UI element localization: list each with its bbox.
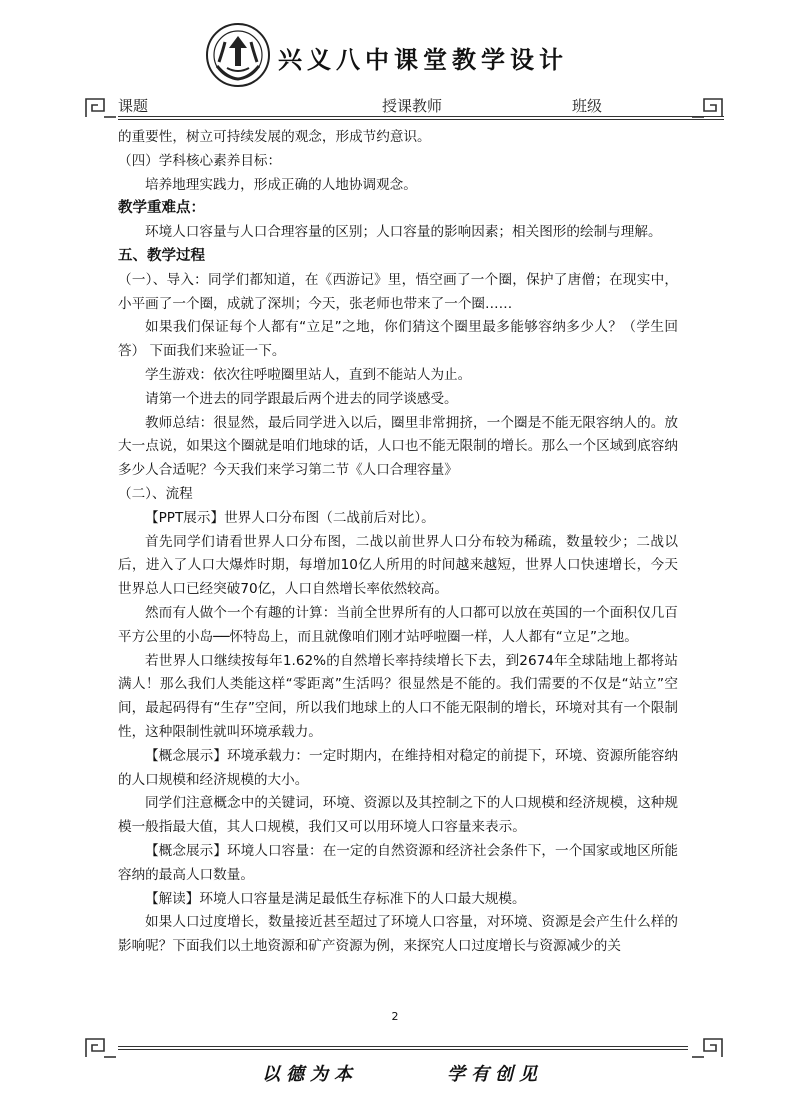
header-class-label: 班级 [572,97,603,115]
footer-motto-left: 以德为本 [262,1064,358,1085]
fret-ornament-icon [690,1037,724,1059]
school-logo-icon [205,22,271,88]
paragraph: 教师总结：很显然，最后同学进入以后，圈里非常拥挤，一个圈是不能无限容纳人的。放大一点说，如果这个圈就是咱们地球的话，人口也不能无限制的增长。那么一个区域到底容纳多少人合适呢？今天我们来学习第二节《人口合理容量》 [118,414,678,479]
paragraph: 培养地理实践力，形成正确的人地协调观念。 [145,176,417,193]
paragraph: 若世界人口继续按每年1.62%的自然增长率持续增长下去，到2674年全球陆地上都将站满人！那么我们人类能这样“零距离”生活吗？很显然是不能的。我们需要的不仅是“站立”空间，最起码得有“生存”空间，所以我们地球上的人口不能无限制的增长，环境对其有一个限制性，这种限制性就叫环境承载力。 [118,652,678,740]
section-heading: 教学重难点： [118,200,205,217]
header-rule [118,119,724,120]
page-header [0,0,790,120]
fret-ornament-icon [84,97,118,119]
paragraph: 【概念展示】环境人口容量：在一定的自然资源和经济社会条件下，一个国家或地区所能容纳的最高人口数量。 [118,842,678,883]
paragraph: 【解读】环境人口容量是满足最低生存标准下的人口最大规模。 [145,890,526,907]
paragraph: （一）、导入：同学们都知道，在《西游记》里，悟空画了一个圈，保护了唐僧；在现实中，小平画了一个圈，成就了深圳；今天，张老师也带来了一个圈…… [118,271,678,312]
footer-rule [118,1049,688,1050]
header-teacher-label: 授课教师 [382,97,443,115]
header-rule [118,116,724,117]
footer-motto-right: 学有创见 [447,1064,543,1085]
header-topic-label: 课题 [118,97,149,115]
paragraph: 如果我们保证每个人都有“立足”之地，你们猜这个圈里最多能够容纳多少人？（学生回答） 下面我们来验证一下。 [118,319,678,360]
paragraph: 首先同学们请看世界人口分布图，二战以前世界人口分布较为稀疏，数量较少；二战以后，进入了人口大爆炸时期，每增加10亿人所用的时间越来越短，世界人口快速增长，今天世界总人口已经突破70亿，人口自然增长率依然较高。 [118,533,678,598]
paragraph: 【概念展示】环境承载力：一定时期内，在维持相对稳定的前提下，环境、资源所能容纳的人口规模和经济规模的大小。 [118,747,678,788]
footer-rule [118,1046,688,1047]
school-title: 兴义八中课堂教学设计 [278,45,568,74]
fret-ornament-icon [84,1037,118,1059]
paragraph: 然而有人做个一个有趣的计算：当前全世界所有的人口都可以放在英国的一个面积仅几百平方公里的小岛──怀特岛上，而且就像咱们刚才站呼啦圈一样，人人都有“立足”之地。 [118,604,678,645]
section-heading: （四）学科核心素养目标： [118,152,282,169]
lesson-body [118,126,678,959]
paragraph: 如果人口过度增长，数量接近甚至超过了环境人口容量，对环境、资源是会产生什么样的影响呢？下面我们以土地资源和矿产资源为例，来探究人口过度增长与资源减少的关 [118,914,678,955]
section-heading: 五、教学过程 [118,247,205,264]
paragraph: 【PPT展示】世界人口分布图（二战前后对比）。 [145,509,435,526]
paragraph: 的重要性，树立可持续发展的观念，形成节约意识。 [118,129,431,145]
paragraph: 环境人口容量与人口合理容量的区别；人口容量的影响因素；相关图形的绘制与理解。 [145,224,662,241]
paragraph: 请第一个进去的同学跟最后两个进去的同学谈感受。 [145,390,458,407]
paragraph: 学生游戏：依次往呼啦圈里站人，直到不能站人为止。 [145,366,472,383]
page-number: 2 [391,1010,399,1023]
paragraph: 同学们注意概念中的关键词，环境、资源以及其控制之下的人口规模和经济规模，这种规模一般指最大值，其人口规模，我们又可以用环境人口容量来表示。 [118,795,678,836]
section-heading: （二）、流程 [118,485,193,502]
